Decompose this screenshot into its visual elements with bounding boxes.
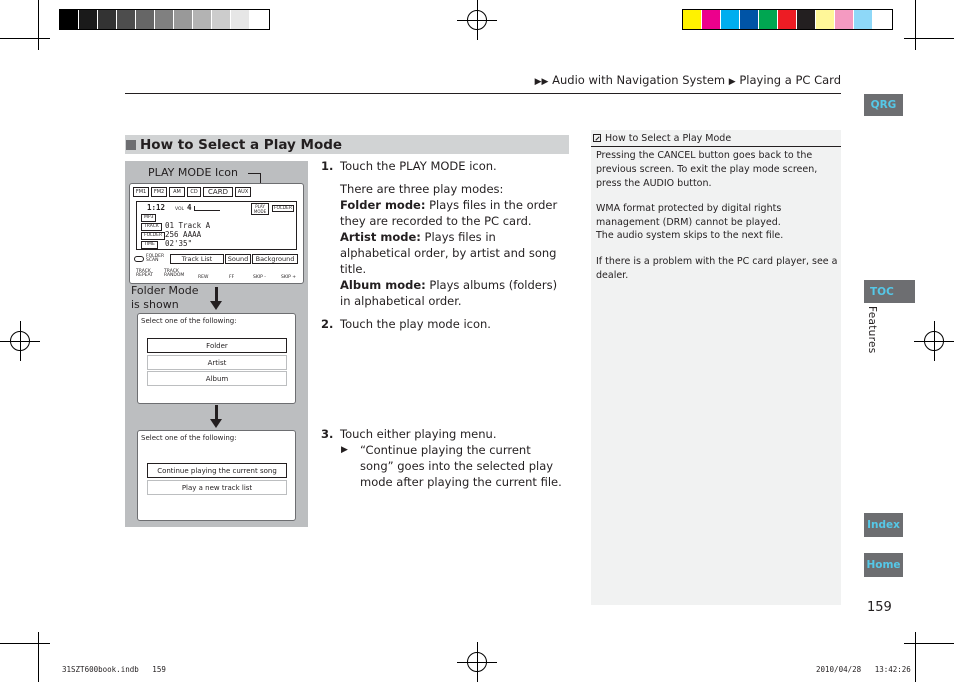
color-swatch — [136, 10, 155, 29]
registration-mark-right — [914, 321, 954, 361]
folder-mode-caption-line2: is shown — [131, 298, 179, 311]
track-value: 01 Track A — [165, 221, 211, 230]
tab-qrg[interactable]: QRG — [864, 94, 903, 116]
source-button-aux[interactable]: AUX — [235, 187, 251, 197]
track-list-button[interactable]: Track List — [170, 254, 224, 264]
time-value: 02'35" — [165, 239, 193, 248]
step-number: 3. — [321, 427, 334, 441]
crop-mark — [915, 0, 916, 50]
header-rule — [125, 93, 841, 94]
source-button-fm1[interactable]: FM1 — [133, 187, 149, 197]
play-mode-folder — [340, 197, 565, 229]
crop-mark — [904, 643, 954, 644]
color-swatch — [60, 10, 79, 29]
process-color-bar — [682, 9, 893, 30]
breadcrumb-arrow: ▶▶ — [534, 77, 549, 87]
ff-label[interactable]: FF — [229, 275, 235, 280]
note-paragraph: Pressing the CANCEL button goes back to the previous screen. To exit the play mode screen, press the AUDIO button. — [596, 150, 818, 189]
track-random-label: TRACK RANDOM — [164, 269, 185, 278]
chapter-label-features: Features — [866, 306, 878, 354]
track-repeat-label: TRACK REPEAT — [136, 269, 154, 278]
section-title: How to Select a Play Mode — [140, 136, 343, 153]
play-mode-album — [340, 277, 565, 309]
step-text: Touch either playing menu. — [340, 427, 497, 441]
play-mode-artist — [340, 229, 565, 277]
crop-mark — [38, 632, 39, 682]
print-slug-date: 2010/04/28 13:42:26 — [816, 665, 911, 674]
play-mode-icon-callout: PLAY MODE Icon — [148, 166, 238, 179]
sound-button[interactable]: Sound — [225, 254, 251, 264]
volume-label: VOL — [175, 207, 185, 212]
color-swatch — [797, 10, 816, 29]
format-badge: MP3 — [141, 214, 156, 222]
mode-desc: Plays files in the order they are recorded to the PC card. — [340, 198, 558, 228]
note-paragraph: The audio system skips to the next file. — [596, 230, 784, 241]
note-title: How to Select a Play Mode — [605, 132, 732, 144]
volume-value: 4 — [187, 203, 192, 212]
color-swatch — [854, 10, 873, 29]
option-play-new-track-list[interactable]: Play a new track list — [147, 480, 287, 495]
tab-home[interactable]: Home — [864, 553, 903, 577]
callout-leader-line — [248, 173, 260, 174]
tab-index[interactable]: Index — [864, 513, 903, 537]
select-prompt: Select one of the following: — [141, 434, 237, 442]
color-swatch — [98, 10, 117, 29]
color-swatch — [231, 10, 250, 29]
color-swatch — [721, 10, 740, 29]
mode-desc: Plays files in alphabetical order, by artist and song title. — [340, 230, 557, 276]
color-swatch — [250, 10, 269, 29]
folder-label: FOLDER — [141, 232, 165, 240]
step-text: Touch the play mode icon. — [340, 317, 491, 331]
color-swatch — [740, 10, 759, 29]
step-2 — [321, 316, 491, 332]
print-slug-file: 31SZT600book.indb 159 — [62, 665, 166, 674]
crop-mark — [0, 643, 50, 644]
color-swatch — [816, 10, 835, 29]
color-swatch — [873, 10, 892, 29]
breadcrumb-link-audio[interactable]: Audio with Navigation System — [552, 73, 726, 87]
color-swatch — [155, 10, 174, 29]
color-swatch — [117, 10, 136, 29]
playing-menu-screen — [137, 430, 296, 521]
color-swatch — [835, 10, 854, 29]
option-artist[interactable]: Artist — [147, 355, 287, 370]
play-modes-intro: There are three play modes: — [340, 182, 504, 196]
folder-scan-label: FOLDER SCAN — [146, 254, 165, 263]
mode-name: Folder mode: — [340, 198, 426, 212]
step-number: 2. — [321, 317, 334, 331]
play-mode-button[interactable]: PLAY MODE — [251, 203, 269, 215]
volume-bar — [194, 206, 220, 211]
mode-desc: Plays albums (folders) in alphabetical order. — [340, 278, 558, 308]
folder-mode-caption-line1: Folder Mode — [131, 284, 199, 297]
note-icon — [593, 134, 601, 142]
color-swatch — [702, 10, 721, 29]
elapsed-time: 1:12 — [147, 203, 166, 212]
step-3 — [321, 426, 497, 442]
registration-mark-bottom — [457, 642, 497, 682]
folder-value: 256 AAAA — [165, 230, 202, 239]
grayscale-color-bar — [59, 9, 270, 30]
source-button-card[interactable]: CARD — [203, 187, 233, 197]
audio-screen — [129, 183, 304, 284]
down-arrow-icon — [211, 405, 221, 429]
page-number: 159 — [867, 600, 892, 615]
crop-mark — [904, 38, 954, 39]
mode-name: Album mode: — [340, 278, 426, 292]
color-swatch — [193, 10, 212, 29]
folder-button[interactable]: FOLDER — [273, 206, 293, 211]
time-label: TIME — [141, 241, 158, 249]
play-mode-select-screen — [137, 313, 296, 404]
step-number: 1. — [321, 159, 334, 173]
triangle-bullet-icon: ▶ — [341, 445, 348, 455]
crop-mark — [915, 632, 916, 682]
registration-mark-left — [0, 321, 40, 361]
skip-minus-label[interactable]: SKIP - — [253, 275, 266, 280]
folder-scan-toggle[interactable] — [134, 256, 144, 262]
crop-mark — [38, 0, 39, 50]
breadcrumb — [535, 73, 841, 87]
color-swatch — [212, 10, 231, 29]
down-arrow-icon — [211, 287, 221, 311]
background-button[interactable]: Background — [252, 254, 298, 264]
registration-mark-top — [457, 0, 497, 40]
step-3-note-text: “Continue playing the current song” goes into the selected play mode after playing the current file. — [360, 443, 562, 489]
color-swatch — [778, 10, 797, 29]
breadcrumb-arrow: ▶ — [728, 77, 736, 87]
square-bullet-icon — [126, 140, 136, 150]
step-1 — [321, 158, 497, 174]
track-label: TRACK — [141, 223, 162, 231]
option-folder[interactable]: Folder — [147, 338, 287, 353]
note-header — [591, 130, 841, 147]
tab-toc[interactable]: TOC — [864, 280, 915, 303]
note-paragraph: If there is a problem with the PC card player, see a dealer. — [596, 256, 838, 281]
mode-name: Artist mode: — [340, 230, 421, 244]
now-playing-display — [136, 201, 297, 250]
color-swatch — [759, 10, 778, 29]
option-album[interactable]: Album — [147, 371, 287, 386]
folder-mode-caption — [131, 284, 198, 312]
source-button-fm2[interactable]: FM2 — [151, 187, 167, 197]
color-swatch — [79, 10, 98, 29]
breadcrumb-current: Playing a PC Card — [739, 73, 841, 87]
step-1-details — [340, 181, 565, 309]
select-prompt: Select one of the following: — [141, 317, 237, 325]
rew-label[interactable]: REW — [198, 275, 209, 280]
section-heading — [125, 135, 569, 154]
note-paragraph: WMA format protected by digital rights management (DRM) cannot be played. — [596, 203, 782, 228]
step-text: Touch the PLAY MODE icon. — [340, 159, 497, 173]
color-swatch — [683, 10, 702, 29]
skip-plus-label[interactable]: SKIP + — [281, 275, 297, 280]
color-swatch — [174, 10, 193, 29]
crop-mark — [0, 38, 50, 39]
source-button-cd[interactable]: CD — [187, 187, 201, 197]
option-continue-current-song[interactable]: Continue playing the current song — [147, 463, 287, 478]
source-button-am[interactable]: AM — [169, 187, 185, 197]
